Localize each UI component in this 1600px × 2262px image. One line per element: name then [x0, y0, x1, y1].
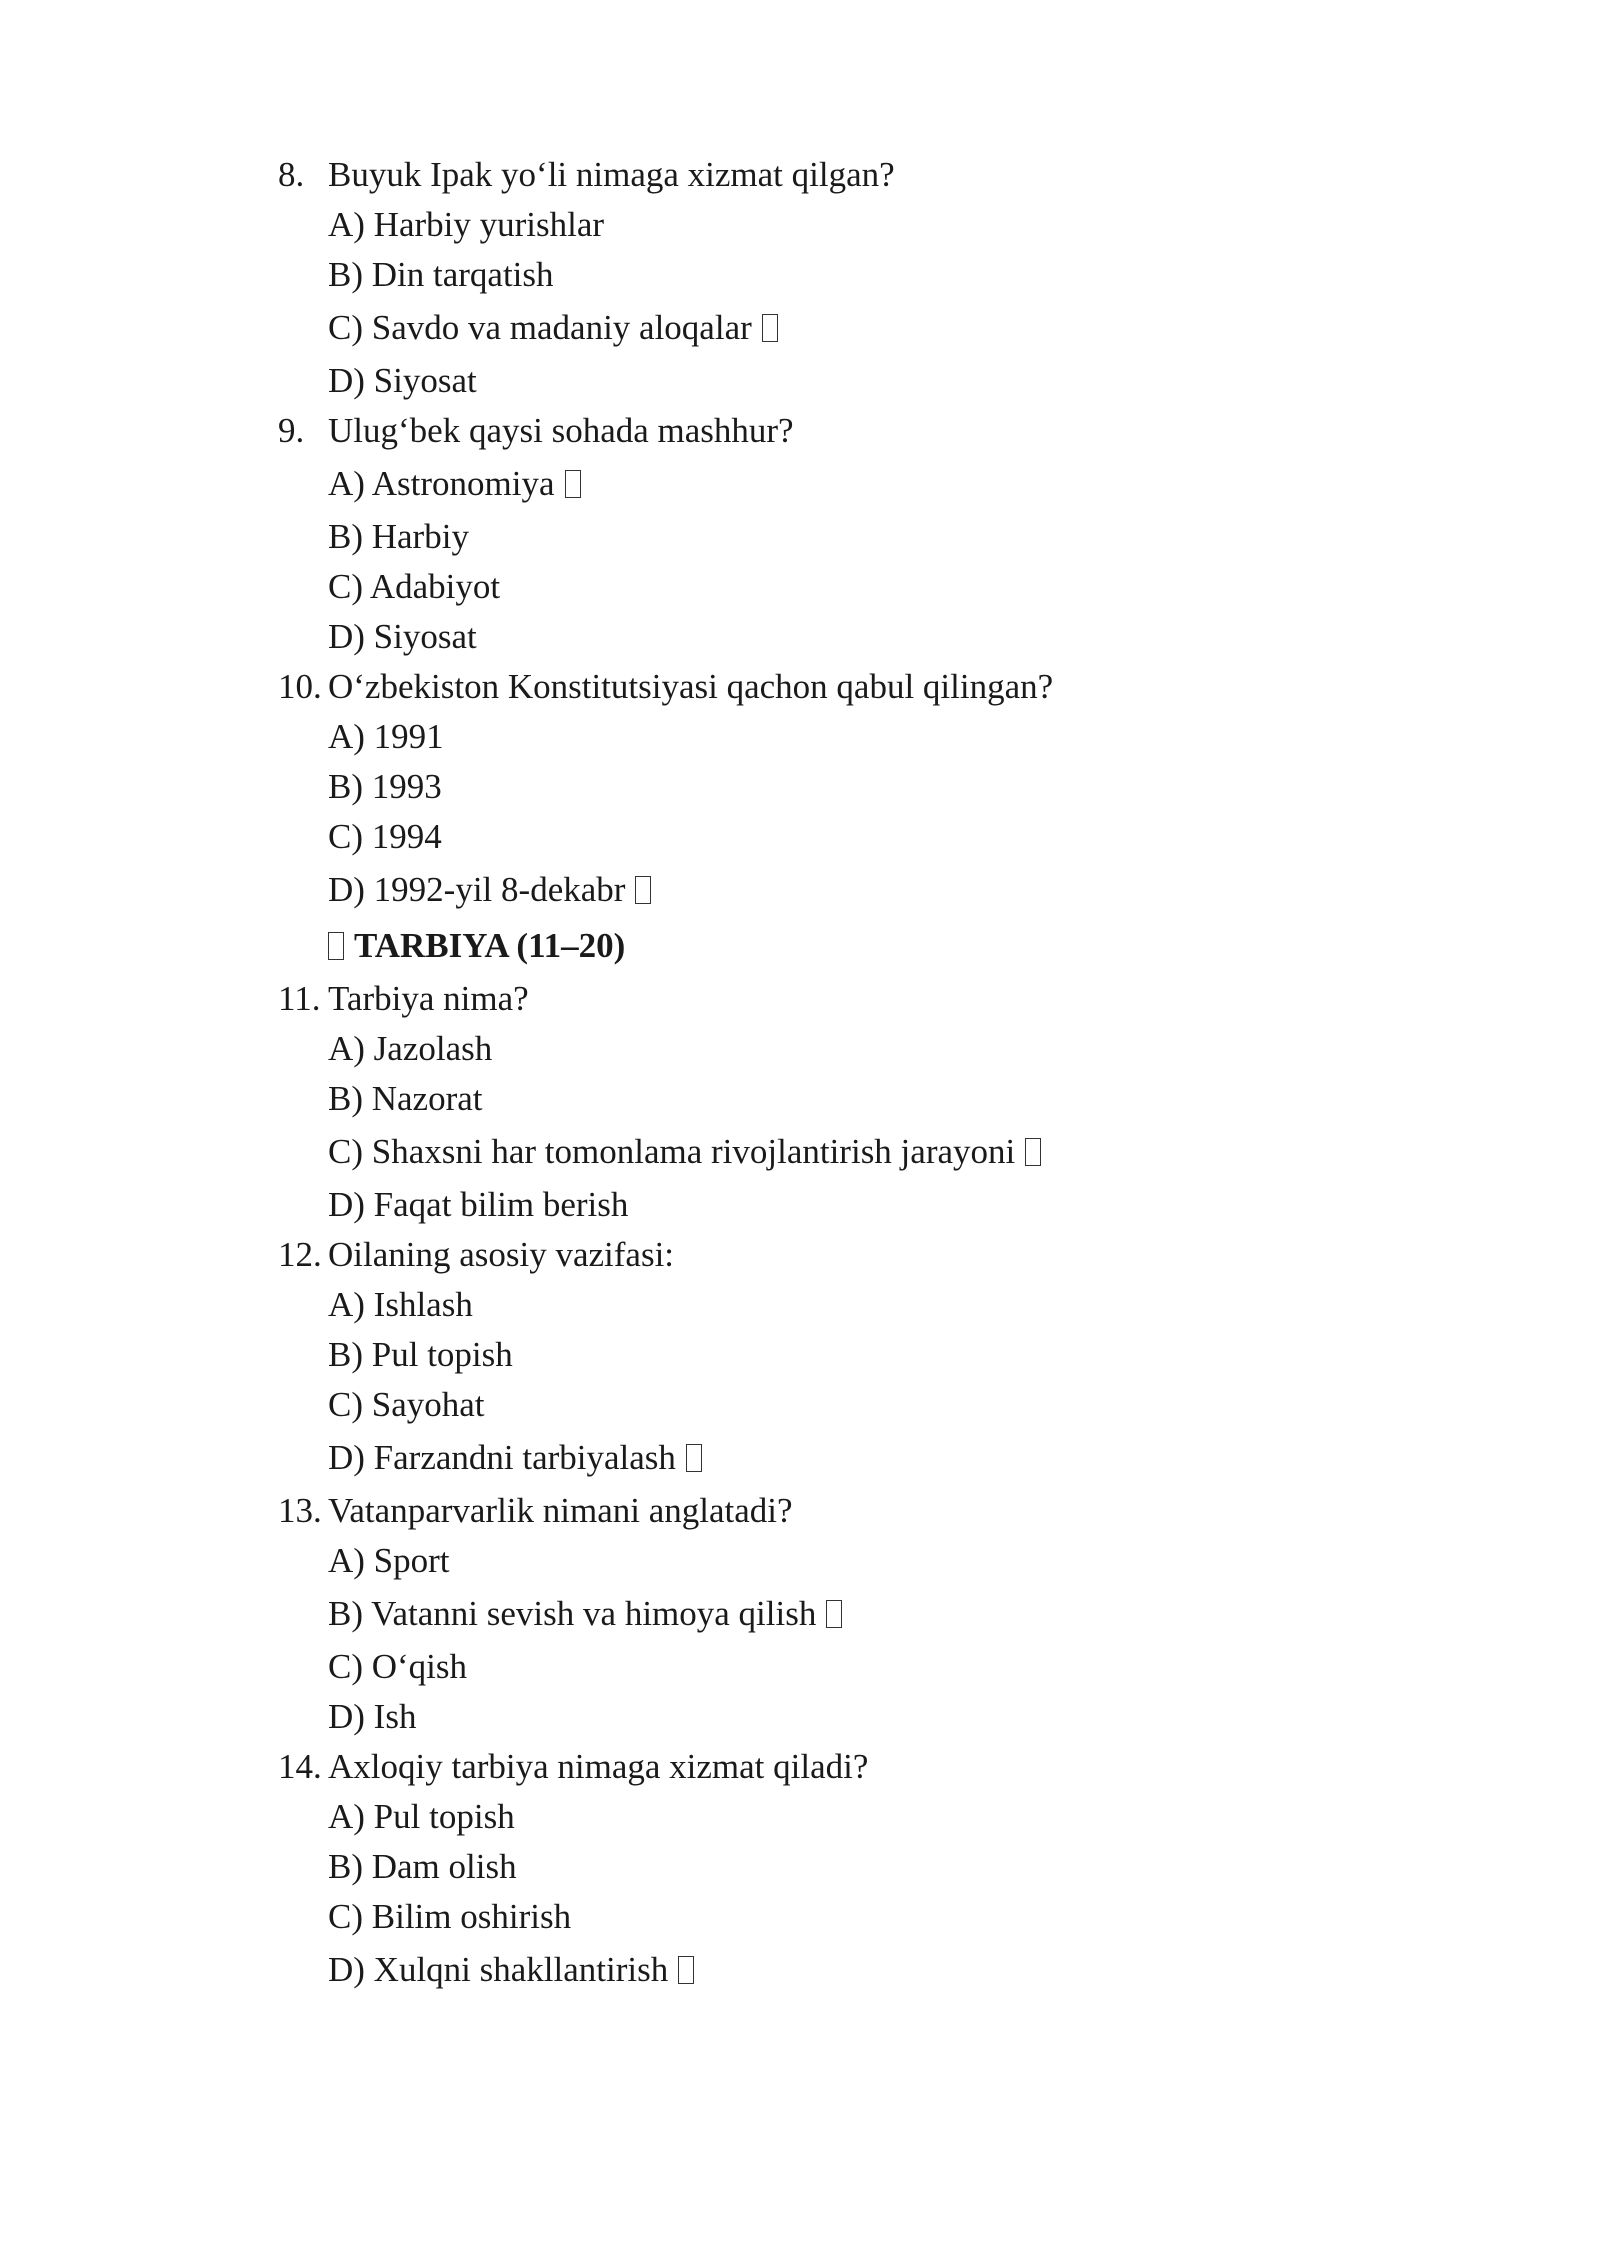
- question-12: [278, 1230, 1378, 1280]
- option-label: A) Ishlash: [328, 1285, 473, 1324]
- option-9a: [278, 456, 1378, 512]
- option-14d: [278, 1942, 1378, 1998]
- question-number: 11.: [278, 979, 321, 1018]
- option-label: C) Shaxsni har tomonlama rivojlantirish jarayoni: [328, 1132, 1016, 1171]
- option-9c: [278, 562, 1378, 612]
- option-label: B) Pul topish: [328, 1335, 513, 1374]
- option-label: C) Sayohat: [328, 1385, 485, 1424]
- option-8b: [278, 250, 1378, 300]
- question-9: [278, 406, 1378, 456]
- quiz-content: [278, 150, 1378, 1998]
- option-label: C) O‘qish: [328, 1647, 468, 1686]
- question-number: 13.: [278, 1491, 322, 1530]
- missing-glyph-icon: [328, 932, 344, 960]
- option-12b: [278, 1330, 1378, 1380]
- option-label: D) Siyosat: [328, 617, 477, 656]
- option-label: A) Sport: [328, 1541, 450, 1580]
- option-label: A) 1991: [328, 717, 444, 756]
- option-11b: [278, 1074, 1378, 1124]
- option-11c: [278, 1124, 1378, 1180]
- question-text: Tarbiya nima?: [328, 979, 529, 1018]
- option-14c: [278, 1892, 1378, 1942]
- question-10: [278, 662, 1378, 712]
- option-14a: [278, 1792, 1378, 1842]
- option-13a: [278, 1536, 1378, 1586]
- option-10c: [278, 812, 1378, 862]
- option-13d: [278, 1692, 1378, 1742]
- option-label: B) 1993: [328, 767, 442, 806]
- option-13c: [278, 1642, 1378, 1692]
- option-label: B) Nazorat: [328, 1079, 483, 1118]
- question-text: O‘zbekiston Konstitutsiyasi qachon qabul qilingan?: [328, 667, 1054, 706]
- option-11d: [278, 1180, 1378, 1230]
- option-10b: [278, 762, 1378, 812]
- option-label: D) Faqat bilim berish: [328, 1185, 629, 1224]
- option-9d: [278, 612, 1378, 662]
- missing-glyph-icon: [826, 1600, 842, 1628]
- option-12c: [278, 1380, 1378, 1430]
- option-8c: [278, 300, 1378, 356]
- option-label: A) Harbiy yurishlar: [328, 205, 605, 244]
- option-label: C) Savdo va madaniy aloqalar: [328, 308, 752, 347]
- question-text: Vatanparvarlik nimani anglatadi?: [328, 1491, 793, 1530]
- missing-glyph-icon: [762, 314, 778, 342]
- question-number: 8.: [278, 155, 305, 194]
- section-heading-text: TARBIYA (11–20): [354, 926, 626, 965]
- option-label: A) Astronomiya: [328, 464, 555, 503]
- option-label: A) Jazolash: [328, 1029, 493, 1068]
- missing-glyph-icon: [1025, 1138, 1041, 1166]
- question-number: 12.: [278, 1235, 322, 1274]
- option-label: C) 1994: [328, 817, 442, 856]
- question-14: [278, 1742, 1378, 1792]
- option-label: D) Xulqni shakllantirish: [328, 1950, 669, 1989]
- option-8a: [278, 200, 1378, 250]
- option-label: B) Din tarqatish: [328, 255, 554, 294]
- question-number: 10.: [278, 667, 322, 706]
- option-12a: [278, 1280, 1378, 1330]
- missing-glyph-icon: [635, 876, 651, 904]
- missing-glyph-icon: [565, 470, 581, 498]
- question-text: Ulug‘bek qaysi sohada mashhur?: [328, 411, 794, 450]
- option-label: B) Vatanni sevish va himoya qilish: [328, 1594, 817, 1633]
- option-10d: [278, 862, 1378, 918]
- missing-glyph-icon: [678, 1956, 694, 1984]
- option-13b: [278, 1586, 1378, 1642]
- missing-glyph-icon: [686, 1444, 702, 1472]
- option-label: A) Pul topish: [328, 1797, 515, 1836]
- option-9b: [278, 512, 1378, 562]
- question-8: [278, 150, 1378, 200]
- question-11: [278, 974, 1378, 1024]
- question-text: Axloqiy tarbiya nimaga xizmat qiladi?: [328, 1747, 869, 1786]
- question-13: [278, 1486, 1378, 1536]
- option-label: C) Bilim oshirish: [328, 1897, 572, 1936]
- option-12d: [278, 1430, 1378, 1486]
- option-11a: [278, 1024, 1378, 1074]
- question-number: 9.: [278, 411, 305, 450]
- option-label: C) Adabiyot: [328, 567, 501, 606]
- option-label: B) Dam olish: [328, 1847, 517, 1886]
- question-number: 14.: [278, 1747, 322, 1786]
- question-text: Buyuk Ipak yo‘li nimaga xizmat qilgan?: [328, 155, 895, 194]
- question-text: Oilaning asosiy vazifasi:: [328, 1235, 675, 1274]
- option-label: D) Ish: [328, 1697, 417, 1736]
- option-label: D) Siyosat: [328, 361, 477, 400]
- option-label: B) Harbiy: [328, 517, 469, 556]
- option-10a: [278, 712, 1378, 762]
- option-14b: [278, 1842, 1378, 1892]
- section-heading: [278, 918, 1378, 974]
- option-label: D) 1992-yil 8-dekabr: [328, 870, 626, 909]
- option-label: D) Farzandni tarbiyalash: [328, 1438, 676, 1477]
- option-8d: [278, 356, 1378, 406]
